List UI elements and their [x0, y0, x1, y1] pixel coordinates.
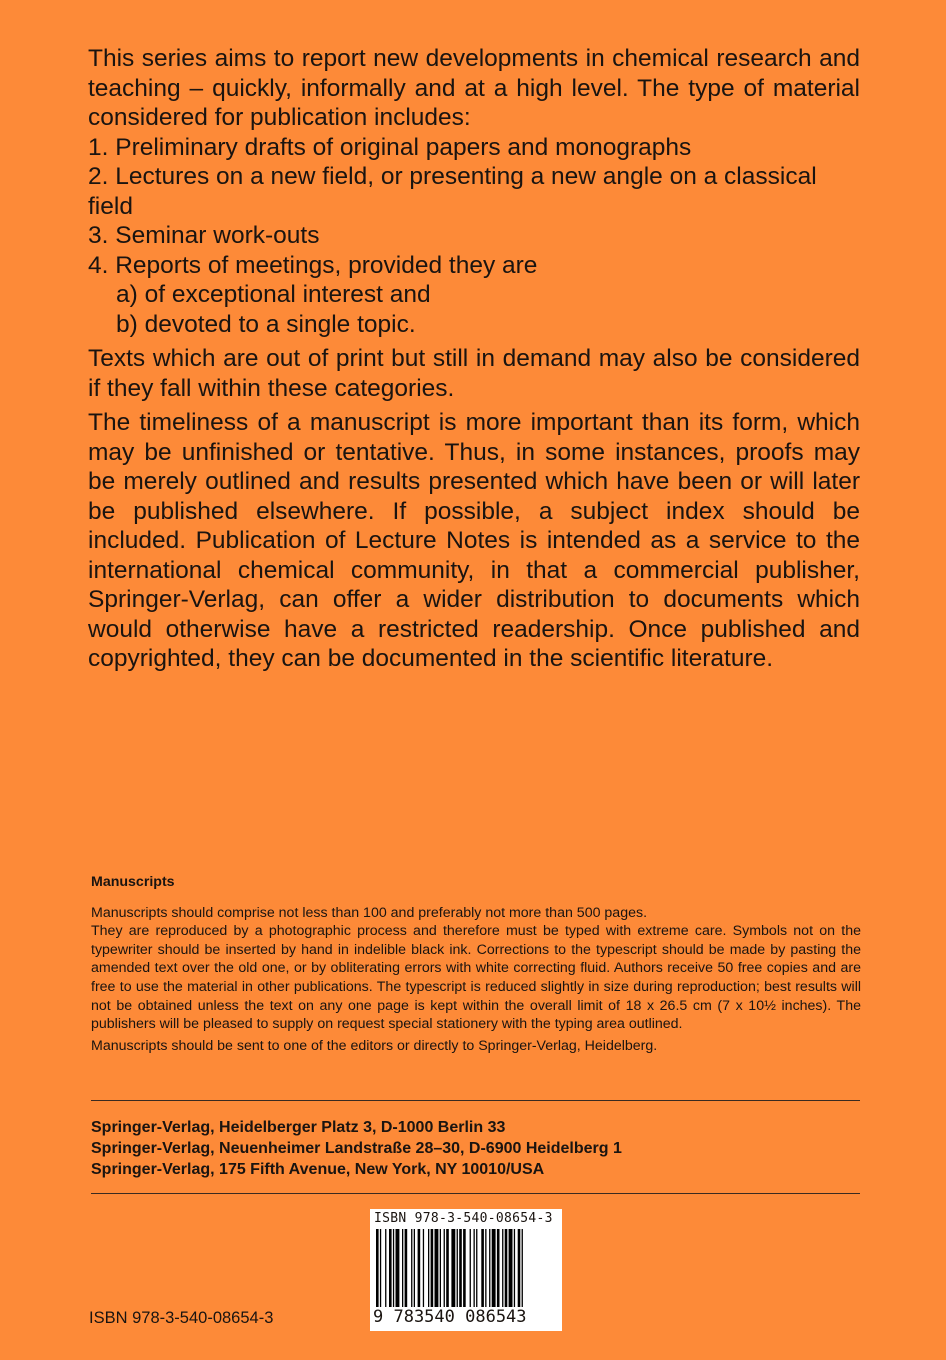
- isbn-text: ISBN 978-3-540-08654-3: [89, 1309, 274, 1327]
- barcode-bar: [376, 1229, 379, 1307]
- list-item: 1. Preliminary drafts of original papers and monographs: [88, 133, 692, 161]
- intro-paragraph: This series aims to report new developments in chemical research and teaching – quickly, informally and at a high level. The type of material considered for publication includes:: [88, 45, 860, 131]
- barcode-bar: [446, 1229, 449, 1307]
- barcode-bar: [497, 1229, 500, 1307]
- barcode-bar: [489, 1229, 490, 1307]
- barcode-bar: [502, 1229, 503, 1307]
- address-berlin: Springer-Verlag, Heidelberger Platz 3, D-1000 Berlin 33: [91, 1119, 506, 1136]
- manuscripts-section: [91, 873, 861, 1055]
- manuscripts-heading: Manuscripts: [91, 874, 175, 890]
- barcode-bar: [476, 1229, 477, 1307]
- barcode-bar: [457, 1229, 458, 1307]
- barcode-bar: [474, 1229, 475, 1307]
- barcode-bars: [370, 1229, 562, 1307]
- barcode-bar: [385, 1229, 386, 1307]
- barcode-bar: [435, 1229, 439, 1307]
- list-item: 3. Seminar work-outs: [88, 222, 320, 249]
- barcode-bar: [514, 1229, 515, 1307]
- timeliness-paragraph: The timeliness of a manuscript is more important than its form, which may be unfinished or tentative. Thus, in some instances, proofs may be merely outlined and results presented which have been or will later be published elsewhere. If possible, a subject index should be included. Publication of Lecture Notes is intended as a service to the international chemical community, in that a commercial publisher, Springer-Verlag, can offer a wider distribution to documents which would otherwise have a restricted readership. Once published and copyrighted, they can be documented in the scientific literature.: [88, 409, 860, 672]
- list-item: 2. Lectures on a new field, or presenting a new angle on a classical field: [88, 163, 817, 220]
- barcode-bar: [402, 1229, 403, 1307]
- barcode-bar: [411, 1229, 412, 1307]
- barcode-bar: [485, 1229, 486, 1307]
- series-description: [88, 44, 860, 674]
- address-new-york: Springer-Verlag, 175 Fifth Avenue, New York, NY 10010/USA: [91, 1161, 545, 1179]
- barcode-bar: [389, 1229, 392, 1307]
- barcode-bar: [405, 1229, 408, 1307]
- barcode-bar: [431, 1229, 434, 1307]
- barcode-bar: [380, 1229, 381, 1307]
- barcode-bar: [451, 1229, 455, 1307]
- barcode-bar: [459, 1229, 462, 1307]
- divider: [91, 1193, 860, 1194]
- list-item: 4. Reports of meetings, provided they are: [88, 251, 538, 279]
- barcode-bar: [414, 1229, 415, 1307]
- sub-list-item: a) of exceptional interest and: [116, 281, 431, 308]
- barcode-bar: [522, 1229, 523, 1307]
- barcode-bar: [505, 1229, 508, 1307]
- manuscripts-length: Manuscripts should comprise not less than 100 and preferably not more than 500 pages.: [91, 904, 648, 921]
- sub-list-item: b) devoted to a single topic.: [116, 310, 416, 338]
- manuscripts-body: They are reproduced by a photographic process and therefore must be typed with extreme care. Symbols not on the typewriter should be inserted by hand in indelible black ink. Corrections to the typescript should be made by pasting the amended text over the old one, or by obliterating errors with white correcting fluid. Authors receive 50 free copies and are free to use the material in other publications. The typescript is reduced slightly in size during reproduction; best results will not be obtained unless the text on any one page is kept within the overall limit of 18 x 26.5 cm (7 x 10½ inches). The publishers will be pleased to supply on request special stationery with the typing area outlined.: [91, 923, 861, 1033]
- manuscripts-send: Manuscripts should be sent to one of the editors or directly to Springer-Verlag, Heidelberg.: [91, 1037, 658, 1054]
- barcode-bar: [440, 1229, 441, 1307]
- barcode-bar: [423, 1229, 424, 1307]
- barcode-bar: [492, 1229, 496, 1307]
- barcode-isbn-label: ISBN 978-3-540-08654-3: [374, 1211, 553, 1226]
- barcode-number: 9 783540 086543: [373, 1307, 527, 1327]
- barcode-bar: [396, 1229, 400, 1307]
- barcode-bar: [481, 1229, 484, 1307]
- divider: [91, 1100, 860, 1101]
- barcode-bar: [418, 1229, 421, 1307]
- isbn-barcode: [370, 1209, 562, 1331]
- publisher-addresses: [91, 1117, 622, 1181]
- out-of-print-paragraph: Texts which are out of print but still in demand may also be considered if they fall within these categories.: [88, 345, 860, 402]
- barcode-bar: [509, 1229, 513, 1307]
- barcode-bar: [463, 1229, 466, 1307]
- barcode-bar: [428, 1229, 429, 1307]
- barcode-bar: [470, 1229, 471, 1307]
- barcode-bar: [444, 1229, 445, 1307]
- barcode-bar: [518, 1229, 521, 1307]
- address-heidelberg: Springer-Verlag, Neuenheimer Landstraße 28–30, D-6900 Heidelberg 1: [91, 1140, 622, 1158]
- barcode-bar: [393, 1229, 394, 1307]
